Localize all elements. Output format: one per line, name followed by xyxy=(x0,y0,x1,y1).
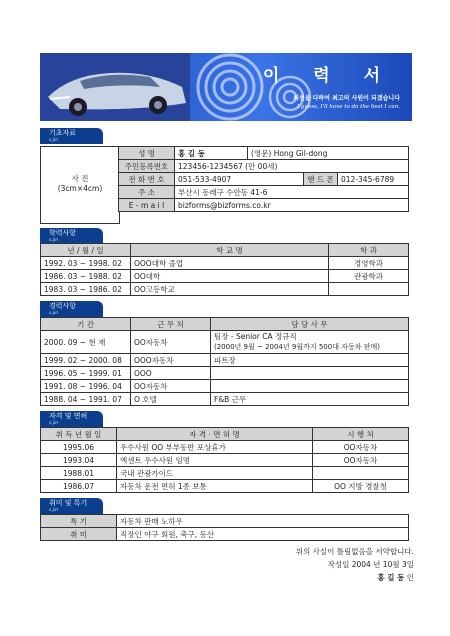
seal-mark: 인 xyxy=(406,573,414,582)
license-header-issuer: 시 행 처 xyxy=(313,428,409,441)
statement-text: 위의 사실이 틀림없음을 서약합니다. xyxy=(295,547,414,556)
specialty-value: 자동차 판매 노하우 xyxy=(117,515,409,528)
table-row xyxy=(41,515,409,528)
tagline-english: I guess, I'll have to do the best I can. xyxy=(297,104,400,110)
table-row: 2000. 09 ~ 현 재 OO자동차 팀장 - Senior CA 정규직 (2000년 9월 ~ 2004년 9월까지 500대 자동차 판매) xyxy=(41,331,409,354)
section-label-hobby: 취미 및 특기 s.jin xyxy=(40,498,103,514)
email-label: E - m a i l xyxy=(119,199,175,212)
license-header-date: 취 득 년 월 일 xyxy=(41,428,117,441)
education-header-major: 학 과 xyxy=(329,244,409,257)
mobile-label: 핸 드 폰 xyxy=(304,173,338,186)
tagline-korean: 최선을 다하여 최고의 사원이 되겠습니다 xyxy=(293,95,400,102)
mobile-value: 012-345-6789 xyxy=(338,173,409,186)
career-header-company: 근 무 처 xyxy=(131,318,211,331)
table-row: 1991. 08 ~ 1996. 04 OO자동차 xyxy=(41,380,409,393)
car-image xyxy=(40,53,190,121)
name-label: 성 명 xyxy=(119,147,175,160)
id-label: 주민등록번호 xyxy=(119,160,175,173)
education-table xyxy=(40,243,409,296)
hobby-label: 취 미 xyxy=(41,528,117,541)
table-row: 1996. 05 ~ 1999. 01 OOO xyxy=(41,367,409,380)
email-value: bizforms@bizforms.co.kr xyxy=(175,199,409,212)
table-row: 1995.06 우수사원 OO 부부동반 포상휴가 OO자동차 xyxy=(41,441,409,454)
basic-info-table xyxy=(118,146,409,212)
section-label-career: 경력사항 s.jin xyxy=(40,301,103,317)
hobby-table xyxy=(40,514,409,541)
address-value: 부산시 동래구 수안동 41-6 xyxy=(175,186,409,199)
education-header-date: 년 / 월 / 일 xyxy=(41,244,131,257)
table-row: 1983. 03 ~ 1986. 02 OO고등학교 xyxy=(41,283,409,296)
written-date: 작성일 2004 년 10월 3일 xyxy=(327,560,414,569)
section-label-basic: 기초자료 s.jin xyxy=(40,128,103,144)
career-table xyxy=(40,317,409,406)
table-row: 1999. 02 ~ 2000. 08 OOO자동차 파트장 xyxy=(41,354,409,367)
license-table xyxy=(40,427,409,493)
table-row: 1988.01 국내 관광가이드 xyxy=(41,467,409,480)
id-value: 123456-1234567 (만 00세) xyxy=(175,160,409,173)
name-value: 홍 길 동 xyxy=(175,147,248,160)
table-row: 1986.07 자동차 운전 면허 1종 보통 OO 지방 경찰청 xyxy=(41,480,409,493)
name-english: (영문) Hong Gil-dong xyxy=(248,147,409,160)
table-row xyxy=(41,528,409,541)
career-header-duty: 담 당 사 무 xyxy=(211,318,409,331)
address-label: 주 소 xyxy=(119,186,175,199)
signer-name: 홍 길 동 xyxy=(377,573,405,582)
table-row: 1993.04 엑센트 우수사원 임명 OO자동차 xyxy=(41,454,409,467)
phone-label: 전 화 번 호 xyxy=(119,173,175,186)
table-row: 1986. 03 ~ 1988. 02 OO대학 관광학과 xyxy=(41,270,409,283)
specialty-label: 특 기 xyxy=(41,515,117,528)
table-row: 1988. 04 ~ 1991. 07 O 호텔 F&B 근무 xyxy=(41,393,409,406)
header-banner xyxy=(40,53,412,121)
hobby-value: 직장인 야구 회원, 축구, 등산 xyxy=(117,528,409,541)
education-header-school: 학 교 명 xyxy=(131,244,329,257)
phone-value: 051-533-4907 xyxy=(175,173,304,186)
career-header-period: 기 간 xyxy=(41,318,131,331)
document-title: 이 력 서 xyxy=(262,66,394,86)
section-label-education: 학력사항 s.jin xyxy=(40,228,103,244)
license-header-name: 자 격 · 면 허 명 xyxy=(117,428,313,441)
photo-box: 사 진 (3cm×4cm) xyxy=(40,146,120,224)
table-row: 1992. 03 ~ 1998. 02 OOO대학 졸업 경영학과 xyxy=(41,257,409,270)
signature-line xyxy=(377,572,414,583)
section-label-license: 자격 및 면허 s.jin xyxy=(40,411,103,427)
